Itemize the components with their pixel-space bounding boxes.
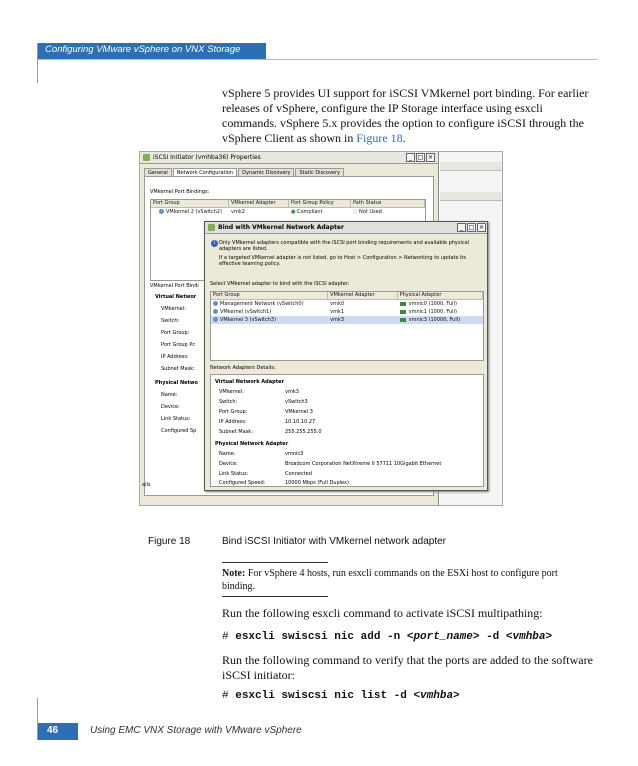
running-header: Configuring VMware vSphere on VNX Storage bbox=[45, 44, 241, 55]
grid-header bbox=[211, 292, 483, 300]
column-header[interactable]: Port Group Policy bbox=[289, 200, 351, 207]
note-rule-bottom bbox=[222, 596, 328, 597]
tab-network-configuration[interactable]: Network Configuration bbox=[173, 168, 237, 177]
command-text: -d bbox=[479, 631, 506, 643]
detail-label: Switch: bbox=[219, 399, 238, 405]
dialog-icon bbox=[208, 224, 215, 231]
port-group-cell bbox=[151, 209, 229, 215]
window-titlebar bbox=[140, 152, 438, 164]
field-label: Configured Sp bbox=[161, 428, 197, 434]
physical-network-label: Physical Netwo bbox=[155, 380, 198, 386]
figure-caption: Bind iSCSI Initiator with VMkernel network adapter bbox=[222, 536, 446, 547]
field-label: Device: bbox=[161, 404, 180, 410]
command-text: esxcli swiscsi nic list -d bbox=[235, 690, 414, 702]
cell-text: vmnic0 (1000, Full) bbox=[408, 301, 457, 307]
check-icon: ● bbox=[291, 209, 296, 215]
virtual-network-label: Virtual Networ bbox=[155, 294, 197, 300]
tab-dynamic-discovery[interactable]: Dynamic Discovery bbox=[238, 168, 294, 177]
field-label: Link Status: bbox=[161, 416, 191, 422]
cell-text: VMkernel 3 (vSwitch3) bbox=[220, 317, 277, 323]
adapter-cell bbox=[398, 309, 483, 315]
field-label: Name: bbox=[161, 392, 178, 398]
table-row[interactable] bbox=[151, 208, 425, 216]
details-label: Network Adapters Details: bbox=[210, 365, 276, 371]
tab-general[interactable]: General bbox=[144, 168, 172, 177]
status-icon: ○ bbox=[353, 209, 358, 215]
detail-value: vmnic3 bbox=[285, 451, 304, 457]
virtual-adapter-title: Virtual Network Adapter bbox=[215, 379, 284, 385]
table-row-selected[interactable] bbox=[211, 316, 483, 324]
command-text: esxcli swiscsi nic add -n bbox=[235, 631, 407, 643]
dialog-note: If a targeted VMkernel adapter is not listed, go to Host > Configuration > Networking to update its effective teaming policy. bbox=[219, 255, 466, 267]
footer-title: Using EMC VNX Storage with VMware vSphere bbox=[90, 725, 302, 736]
intro-text: vSphere 5 provides UI support for iSCSI VMkernel port binding. For earlier releases of vSphere, configure the IP Storage interface using esxcli commands. vSphere 5.x provides the option to configure iSCSI through the vSphere Client as shown in bbox=[222, 86, 589, 145]
minimize-icon[interactable]: _ bbox=[406, 153, 415, 162]
field-label: Switch: bbox=[161, 318, 180, 324]
network-icon bbox=[213, 317, 218, 322]
command-arg: <port_name> bbox=[406, 631, 480, 643]
column-header[interactable]: VMkernel Adapter bbox=[328, 292, 398, 299]
field-label: Port Group Pc bbox=[161, 342, 196, 348]
maximize-icon[interactable]: □ bbox=[417, 154, 424, 161]
detail-label: VMkernel: bbox=[219, 389, 244, 395]
field-label: Port Group: bbox=[161, 330, 190, 336]
adapter-icon bbox=[400, 310, 406, 314]
detail-label: Link Status: bbox=[219, 471, 249, 477]
adapter-icon bbox=[400, 318, 406, 322]
command-arg: <vmhba> bbox=[413, 690, 460, 702]
cell-text: vmnic1 (1000, Full) bbox=[408, 309, 457, 315]
cell-text: vmnic3 (10000, Full) bbox=[408, 317, 461, 323]
table-row[interactable] bbox=[211, 308, 483, 316]
status-cell bbox=[351, 209, 425, 215]
dialog-controls bbox=[457, 223, 486, 232]
cell-text: VMkernel 2 (vSwitch2) bbox=[166, 209, 223, 215]
column-header[interactable]: Port Group bbox=[211, 292, 328, 299]
close-icon[interactable]: × bbox=[478, 224, 485, 231]
port-group-cell bbox=[211, 317, 328, 323]
port-group-cell bbox=[211, 309, 328, 315]
cell: vmk1 bbox=[330, 309, 345, 315]
network-icon bbox=[159, 209, 164, 214]
figure-screenshot bbox=[139, 151, 503, 506]
column-header[interactable]: Path Status bbox=[351, 200, 425, 207]
detail-value: vSwitch3 bbox=[285, 399, 308, 405]
port-bind-label: VMkernel Port Bindi bbox=[150, 283, 199, 289]
port-group-cell bbox=[211, 301, 328, 307]
adapter-icon bbox=[400, 302, 406, 306]
detail-label: Subnet Mask: bbox=[219, 429, 253, 435]
physical-adapter-title: Physical Network Adapter bbox=[215, 441, 289, 447]
cell-text: Compliant bbox=[296, 209, 323, 215]
detail-label: IP Address: bbox=[219, 419, 247, 425]
prompt: # bbox=[222, 631, 229, 643]
detail-value: vmk3 bbox=[285, 389, 299, 395]
detail-label: Name: bbox=[219, 451, 236, 457]
field-label: Subnet Mask: bbox=[161, 366, 195, 372]
adapter-details bbox=[210, 374, 484, 487]
network-icon bbox=[213, 301, 218, 306]
cell-text: VMkernel (vSwitch1) bbox=[220, 309, 272, 315]
status-text: ails bbox=[142, 482, 151, 488]
prompt: # bbox=[222, 690, 229, 702]
column-header[interactable]: Port Group bbox=[151, 200, 229, 207]
pane-bar bbox=[440, 192, 503, 201]
adapter-grid bbox=[210, 291, 484, 361]
detail-value: Connected bbox=[285, 471, 312, 477]
tab-static-discovery[interactable]: Static Discovery bbox=[295, 168, 344, 177]
window-icon bbox=[143, 154, 150, 161]
column-header[interactable]: VMkernel Adapter bbox=[229, 200, 289, 207]
minimize-icon[interactable]: _ bbox=[457, 223, 466, 232]
header-rule bbox=[38, 59, 598, 60]
maximize-icon[interactable]: □ bbox=[468, 224, 475, 231]
detail-value: 255.255.255.0 bbox=[285, 429, 322, 435]
detail-value: VMkernel 3 bbox=[285, 409, 313, 415]
window-controls bbox=[406, 153, 435, 162]
detail-label: Configured Speed: bbox=[219, 480, 266, 486]
select-label: Select VMkernel adapter to bind with the iSCSI adapter: bbox=[210, 281, 350, 287]
note-text: For vSphere 4 hosts, run esxcli commands on the ESXi host to configure port binding. bbox=[222, 568, 558, 592]
policy-cell bbox=[289, 209, 351, 215]
figure-link[interactable]: Figure 18 bbox=[356, 131, 403, 145]
command-line bbox=[222, 690, 460, 702]
table-row[interactable] bbox=[211, 300, 483, 308]
window-title: iSCSI Initiator (vmhba36) Properties bbox=[153, 154, 261, 161]
dialog-titlebar bbox=[205, 222, 487, 234]
cell: vmk0 bbox=[330, 301, 345, 307]
dialog-note: Only VMkernel adapters compatible with the iSCSI port binding requirements and available physical adapters are listed. bbox=[219, 240, 470, 252]
adapter-cell bbox=[398, 301, 483, 307]
cell-text: Not Used bbox=[358, 209, 382, 215]
cell-text: Management Network (vSwitch0) bbox=[220, 301, 304, 307]
adapter-cell bbox=[398, 317, 483, 323]
column-header[interactable]: Physical Adapter bbox=[398, 292, 483, 299]
page-number: 46 bbox=[47, 725, 59, 736]
step-paragraph: Run the following esxcli command to activate iSCSI multipathing: bbox=[222, 606, 543, 620]
intro-end: . bbox=[402, 131, 406, 145]
detail-label: Device: bbox=[219, 461, 238, 467]
detail-label: Port Group: bbox=[219, 409, 248, 415]
grid-header bbox=[151, 200, 425, 208]
pane-bar bbox=[440, 162, 503, 171]
command-line bbox=[222, 631, 552, 643]
step-paragraph: Run the following command to verify that the ports are added to the software iSCSI initiator: bbox=[222, 653, 593, 682]
close-icon[interactable]: × bbox=[427, 154, 434, 161]
detail-value: 10.10.10.27 bbox=[285, 419, 316, 425]
port-bindings-label: VMkernel Port Bindings: bbox=[150, 189, 210, 195]
detail-value: Broadcom Corporation NetXtreme II 57711 10Gigabit Ethernet bbox=[285, 461, 442, 467]
field-label: VMkernel: bbox=[161, 306, 186, 312]
info-icon: i bbox=[211, 240, 218, 247]
note-rule-top bbox=[222, 562, 328, 563]
network-icon bbox=[213, 309, 218, 314]
note-prefix: Note: bbox=[222, 568, 246, 579]
figure-label: Figure 18 bbox=[148, 536, 191, 547]
field-label: IP Address: bbox=[161, 354, 189, 360]
intro-paragraph bbox=[222, 86, 597, 146]
command-arg: <vmhba> bbox=[505, 631, 553, 643]
detail-value: 10000 Mbps (Full Duplex) bbox=[285, 480, 349, 486]
cell: vmk3 bbox=[330, 317, 345, 323]
note bbox=[222, 567, 592, 593]
bind-vmkernel-dialog bbox=[204, 221, 488, 491]
dialog-title: Bind with VMkernel Network Adapter bbox=[218, 224, 344, 231]
cell: vmk2 bbox=[231, 209, 245, 215]
